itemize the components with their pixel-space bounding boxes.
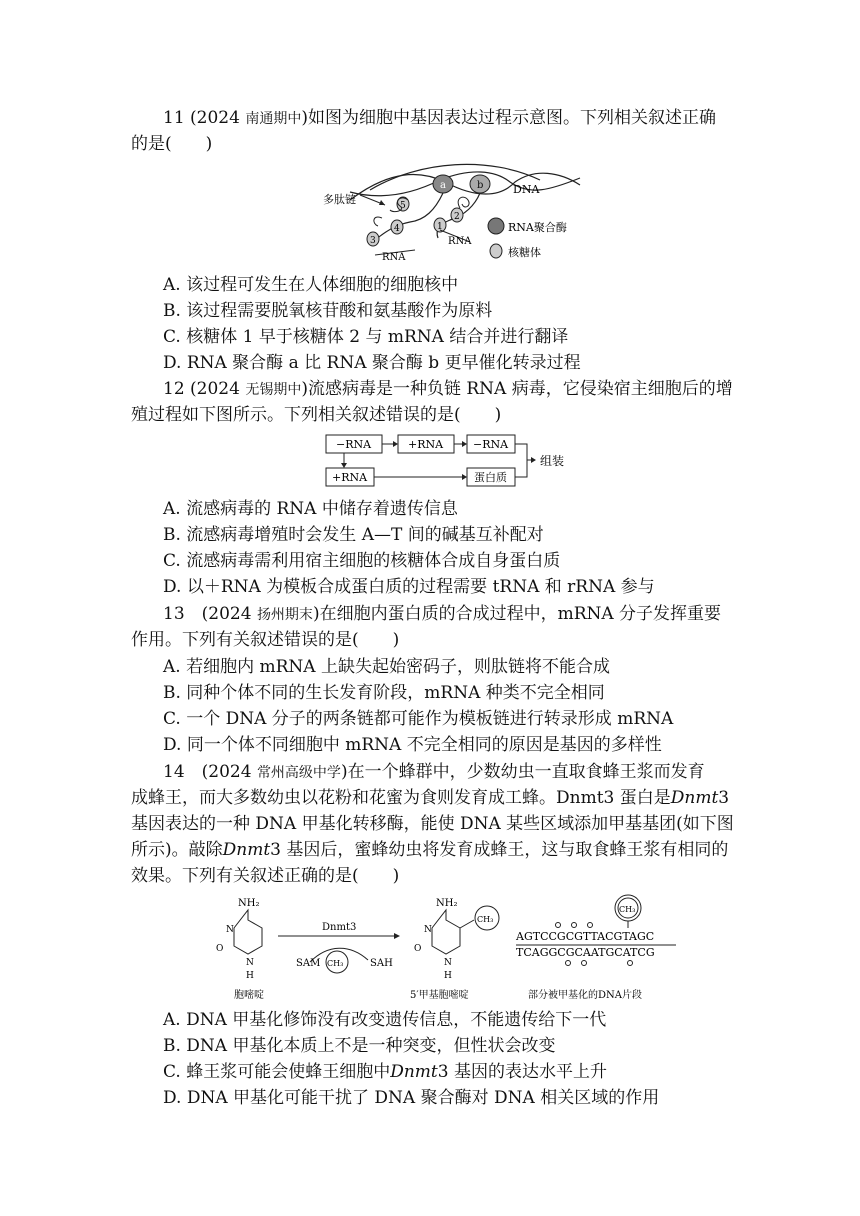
q11-stem-cont: 的是( ) xyxy=(131,134,213,154)
q13-option-d: D. 同一个体不同细胞中 mRNA 不完全相同的原因是基因的多样性 xyxy=(163,735,662,755)
q14-enzyme-label: Dnmt3 xyxy=(322,922,357,933)
q11-stem xyxy=(163,107,716,130)
q11-ribosome-1: 1 xyxy=(437,222,443,232)
q12-option-d: D. 以＋RNA 为模板合成蛋白质的过程需要 tRNA 和 rRNA 参与 xyxy=(163,577,655,597)
q12-flu-cycle-figure xyxy=(322,432,582,490)
q14-stem xyxy=(163,761,705,784)
q12-option-b: B. 流感病毒增殖时会发生 A—T 间的碱基互补配对 xyxy=(163,525,544,545)
q14-stem-line4 xyxy=(131,839,728,861)
q14-source: 常州高级中学 xyxy=(256,765,341,781)
q12-stem xyxy=(163,378,733,401)
q11-label-a: a xyxy=(440,180,446,191)
q14-stem-line5: 效果。下列有关叙述正确的是( ) xyxy=(131,866,400,886)
q11-number: 11 (2024 xyxy=(163,108,246,128)
q11-label-peptide: 多肽链 xyxy=(323,193,356,206)
q14-caption-5mc: 5′甲基胞嘧啶 xyxy=(410,990,469,1001)
q14-stem-line2 xyxy=(131,787,729,809)
q11-option-a: A. 该过程可发生在人体细胞的细胞核中 xyxy=(163,275,459,295)
q14-option-d: D. DNA 甲基化可能干扰了 DNA 聚合酶对 DNA 相关区域的作用 xyxy=(163,1088,660,1108)
q14-option-c-end: 3 基因的表达水平上升 xyxy=(437,1062,607,1082)
q11-option-b: B. 该过程需要脱氧核苷酸和氨基酸作为原料 xyxy=(163,301,493,321)
q11-ribosome-3: 3 xyxy=(370,236,376,246)
q14-sam-label: SAM xyxy=(296,958,321,969)
q11-legend-rna-poly: RNA聚合酶 xyxy=(508,221,567,234)
q11-label-rna1: RNA xyxy=(448,236,472,247)
q12-option-c: C. 流感病毒需利用宿主细胞的核糖体合成自身蛋白质 xyxy=(163,551,561,571)
q14-o-right: O xyxy=(414,944,422,954)
q13-source: 扬州期末 xyxy=(256,607,313,623)
q14-caption-cytosine: 胞嘧啶 xyxy=(234,990,264,1001)
q14-stem-text: )在一个蜂群中，少数幼虫一直取食蜂王浆而发育 xyxy=(340,762,705,782)
q11-source: 南通期中 xyxy=(245,111,302,127)
q14-ch3-dna: CH₃ xyxy=(619,905,636,914)
q14-option-c xyxy=(163,1061,607,1083)
q11-label-rna2: RNA xyxy=(382,252,406,263)
q12-source: 无锡期中 xyxy=(245,382,302,398)
q14-sah-label: SAH xyxy=(370,958,393,969)
q14-gene-number-1: 3 xyxy=(718,788,730,808)
q12-box-pos-rna-1: +RNA xyxy=(408,438,444,451)
q14-option-b: B. DNA 甲基化本质上不是一种突变，但性状会改变 xyxy=(163,1036,556,1056)
q12-stem-text: )流感病毒是一种负链 RNA 病毒，它侵染宿主细胞后的增 xyxy=(301,379,733,399)
q13-stem xyxy=(163,603,721,626)
q11-gene-expression-figure xyxy=(300,160,600,265)
q14-n-left-2: N xyxy=(246,958,254,968)
q14-dna-seq-bottom: TCAGGCGCAATGCATCG xyxy=(516,946,655,959)
q12-stem-cont: 殖过程如下图所示。下列相关叙述错误的是( ) xyxy=(131,405,502,425)
q14-n-left-1: N xyxy=(226,925,234,935)
q13-stem-cont: 作用。下列有关叙述错误的是( ) xyxy=(131,630,400,650)
q11-option-d: D. RNA 聚合酶 a 比 RNA 聚合酶 b 更早催化转录过程 xyxy=(163,353,581,373)
q14-option-a: A. DNA 甲基化修饰没有改变遗传信息，不能遗传给下一代 xyxy=(163,1010,607,1030)
q14-nh2-left: NH₂ xyxy=(238,898,260,909)
q14-n-right-1: N xyxy=(424,925,432,935)
q13-option-b: B. 同种个体不同的生长发育阶段，mRNA 种类不完全相同 xyxy=(163,683,605,703)
q14-methylation-figure xyxy=(210,892,690,1004)
q14-gene-name-3: Dnmt xyxy=(390,1062,438,1082)
q14-dna-seq-top: AGTCCGCGTTACGTAGC xyxy=(516,930,655,943)
q11-label-dna: DNA xyxy=(513,183,540,196)
q14-ch3-methyl: CH₃ xyxy=(477,915,494,924)
q14-caption-dna-fragment: 部分被甲基化的DNA片段 xyxy=(528,990,642,1001)
q12-box-neg-rna-1: −RNA xyxy=(336,438,372,451)
q11-option-c: C. 核糖体 1 早于核糖体 2 与 mRNA 结合并进行翻译 xyxy=(163,327,569,347)
q14-nh2-right: NH₂ xyxy=(436,898,458,909)
q11-stem-text: )如图为细胞中基因表达过程示意图。下列相关叙述正确 xyxy=(301,108,716,128)
q13-stem-text: )在细胞内蛋白质的合成过程中，mRNA 分子发挥重要 xyxy=(312,604,722,624)
q13-option-c: C. 一个 DNA 分子的两条链都可能作为模板链进行转录形成 mRNA xyxy=(163,709,674,729)
q14-stem-line3: 基因表达的一种 DNA 甲基化转移酶，能使 DNA 某些区域添加甲基基团(如下图 xyxy=(131,814,734,834)
q14-o-left: O xyxy=(216,944,224,954)
q12-box-pos-rna-2: +RNA xyxy=(332,471,368,484)
q14-line2-text: 成蜂王，而大多数幼虫以花粉和花蜜为食则发育成工蜂。Dnmt3 蛋白是 xyxy=(131,788,671,808)
q11-ribosome-4: 4 xyxy=(394,224,400,234)
q14-line4-end: 3 基因后，蜜蜂幼虫将发育成蜂王，这与取食蜂王浆有相同的 xyxy=(270,840,729,860)
q13-number: 13 (2024 xyxy=(163,604,257,624)
q14-option-c-start: C. 蜂王浆可能会使蜂王细胞中 xyxy=(163,1062,391,1082)
q12-box-neg-rna-2: −RNA xyxy=(473,438,509,451)
q12-number: 12 (2024 xyxy=(163,379,246,399)
q11-ribosome-5: 5 xyxy=(400,201,406,211)
q14-number: 14 (2024 xyxy=(163,762,257,782)
q14-gene-name-1: Dnmt xyxy=(670,788,719,808)
q12-box-protein: 蛋白质 xyxy=(474,471,507,484)
q14-line4-start: 所示)。敲除 xyxy=(131,840,223,860)
q11-label-b: b xyxy=(477,180,484,191)
q12-label-assemble: 组装 xyxy=(540,454,565,468)
q14-h-left: H xyxy=(246,971,254,981)
q12-option-a: A. 流感病毒的 RNA 中储存着遗传信息 xyxy=(163,499,458,519)
q11-legend-ribosome: 核糖体 xyxy=(508,246,541,259)
q14-h-right: H xyxy=(444,971,452,981)
q14-gene-name-2: Dnmt xyxy=(222,840,271,860)
q14-n-right-2: N xyxy=(444,958,452,968)
q11-ribosome-2: 2 xyxy=(454,212,460,222)
q13-option-a: A. 若细胞内 mRNA 上缺失起始密码子，则肽链将不能合成 xyxy=(163,657,610,677)
q14-ch3-sam: CH₃ xyxy=(327,959,344,968)
